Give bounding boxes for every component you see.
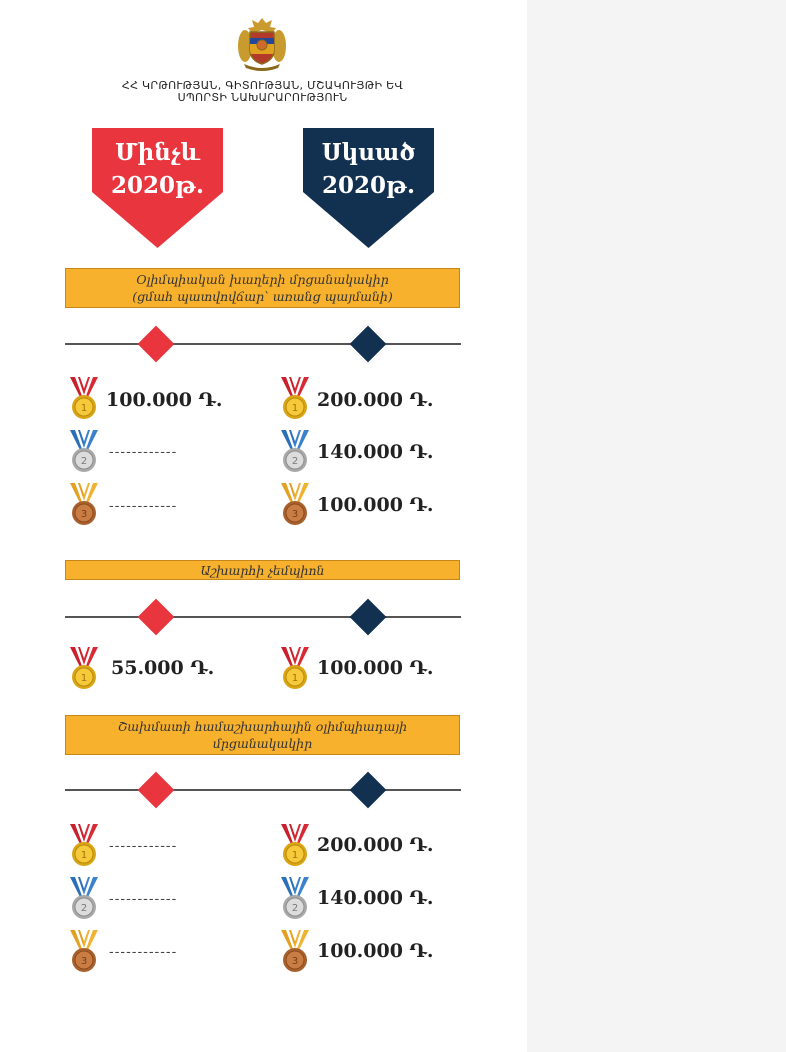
- gold-medal-icon: [67, 822, 101, 868]
- silver-medal-icon: [278, 875, 312, 921]
- silver-medal-icon: [67, 428, 101, 474]
- section-title-line2: մրցանակակիր: [212, 736, 313, 751]
- ministry-line-2: ՍՊՈՐՏԻ ՆԱԽԱՐԱՐՈՒԹՅՈՒՆ: [177, 91, 348, 104]
- section-title-line1: Շախմատի համաշխարհային օլիմպիադայի: [117, 719, 408, 734]
- period-before-line1: Մինչև: [115, 139, 200, 166]
- before-diamond-marker: [138, 772, 175, 809]
- before-diamond-marker: [138, 326, 175, 363]
- section-divider: [65, 616, 461, 618]
- ministry-name: [100, 80, 425, 104]
- gold-medal-icon: [278, 375, 312, 421]
- section-title-chess-olympiad: [65, 715, 460, 755]
- amount-before-none: ------------: [109, 839, 178, 854]
- amount-before-none: ------------: [109, 445, 178, 460]
- period-after-arrow: [303, 128, 434, 248]
- section-divider: [65, 343, 461, 345]
- period-after-line2: 2020թ.: [322, 172, 415, 199]
- amount-after: 200.000 Դ.: [317, 389, 434, 411]
- gold-medal-icon: [278, 822, 312, 868]
- bronze-medal-icon: [67, 928, 101, 974]
- bronze-medal-icon: [67, 481, 101, 527]
- ministry-line-1: ՀՀ ԿՐԹՈՒԹՅԱՆ, ԳԻՏՈՒԹՅԱՆ, ՄՇԱԿՈՒՅԹԻ ԵՎ: [121, 79, 404, 92]
- amount-before-none: ------------: [109, 892, 178, 907]
- amount-before-none: ------------: [109, 945, 178, 960]
- section-title-line2: (ցմահ պատվովճար՝ առանց պայմանի): [132, 289, 393, 304]
- amount-before: 100.000 Դ.: [106, 389, 223, 411]
- gold-medal-icon: [67, 645, 101, 691]
- amount-after: 100.000 Դ.: [317, 494, 434, 516]
- bronze-medal-icon: [278, 481, 312, 527]
- after-diamond-marker: [350, 326, 387, 363]
- coat-of-arms-icon: [236, 14, 288, 72]
- gold-medal-icon: [67, 375, 101, 421]
- period-before-line2: 2020թ.: [111, 172, 204, 199]
- amount-before-none: ------------: [109, 499, 178, 514]
- amount-after: 100.000 Դ.: [317, 940, 434, 962]
- silver-medal-icon: [278, 428, 312, 474]
- section-title-line1: Աշխարհի չեմպիոն: [200, 563, 325, 578]
- section-title-line1: Օլիմպիական խաղերի մրցանակակիր: [136, 272, 389, 287]
- gold-medal-icon: [278, 645, 312, 691]
- before-diamond-marker: [138, 599, 175, 636]
- section-divider: [65, 789, 461, 791]
- amount-after: 140.000 Դ.: [317, 441, 434, 463]
- after-diamond-marker: [350, 772, 387, 809]
- amount-after: 200.000 Դ.: [317, 834, 434, 856]
- after-diamond-marker: [350, 599, 387, 636]
- period-after-line1: Սկսած: [321, 139, 416, 166]
- amount-after: 140.000 Դ.: [317, 887, 434, 909]
- silver-medal-icon: [67, 875, 101, 921]
- amount-before: 55.000 Դ.: [111, 657, 215, 679]
- period-before-arrow: [92, 128, 223, 248]
- section-title-world-champion: [65, 560, 460, 580]
- amount-after: 100.000 Դ.: [317, 657, 434, 679]
- section-title-olympic: [65, 268, 460, 308]
- bronze-medal-icon: [278, 928, 312, 974]
